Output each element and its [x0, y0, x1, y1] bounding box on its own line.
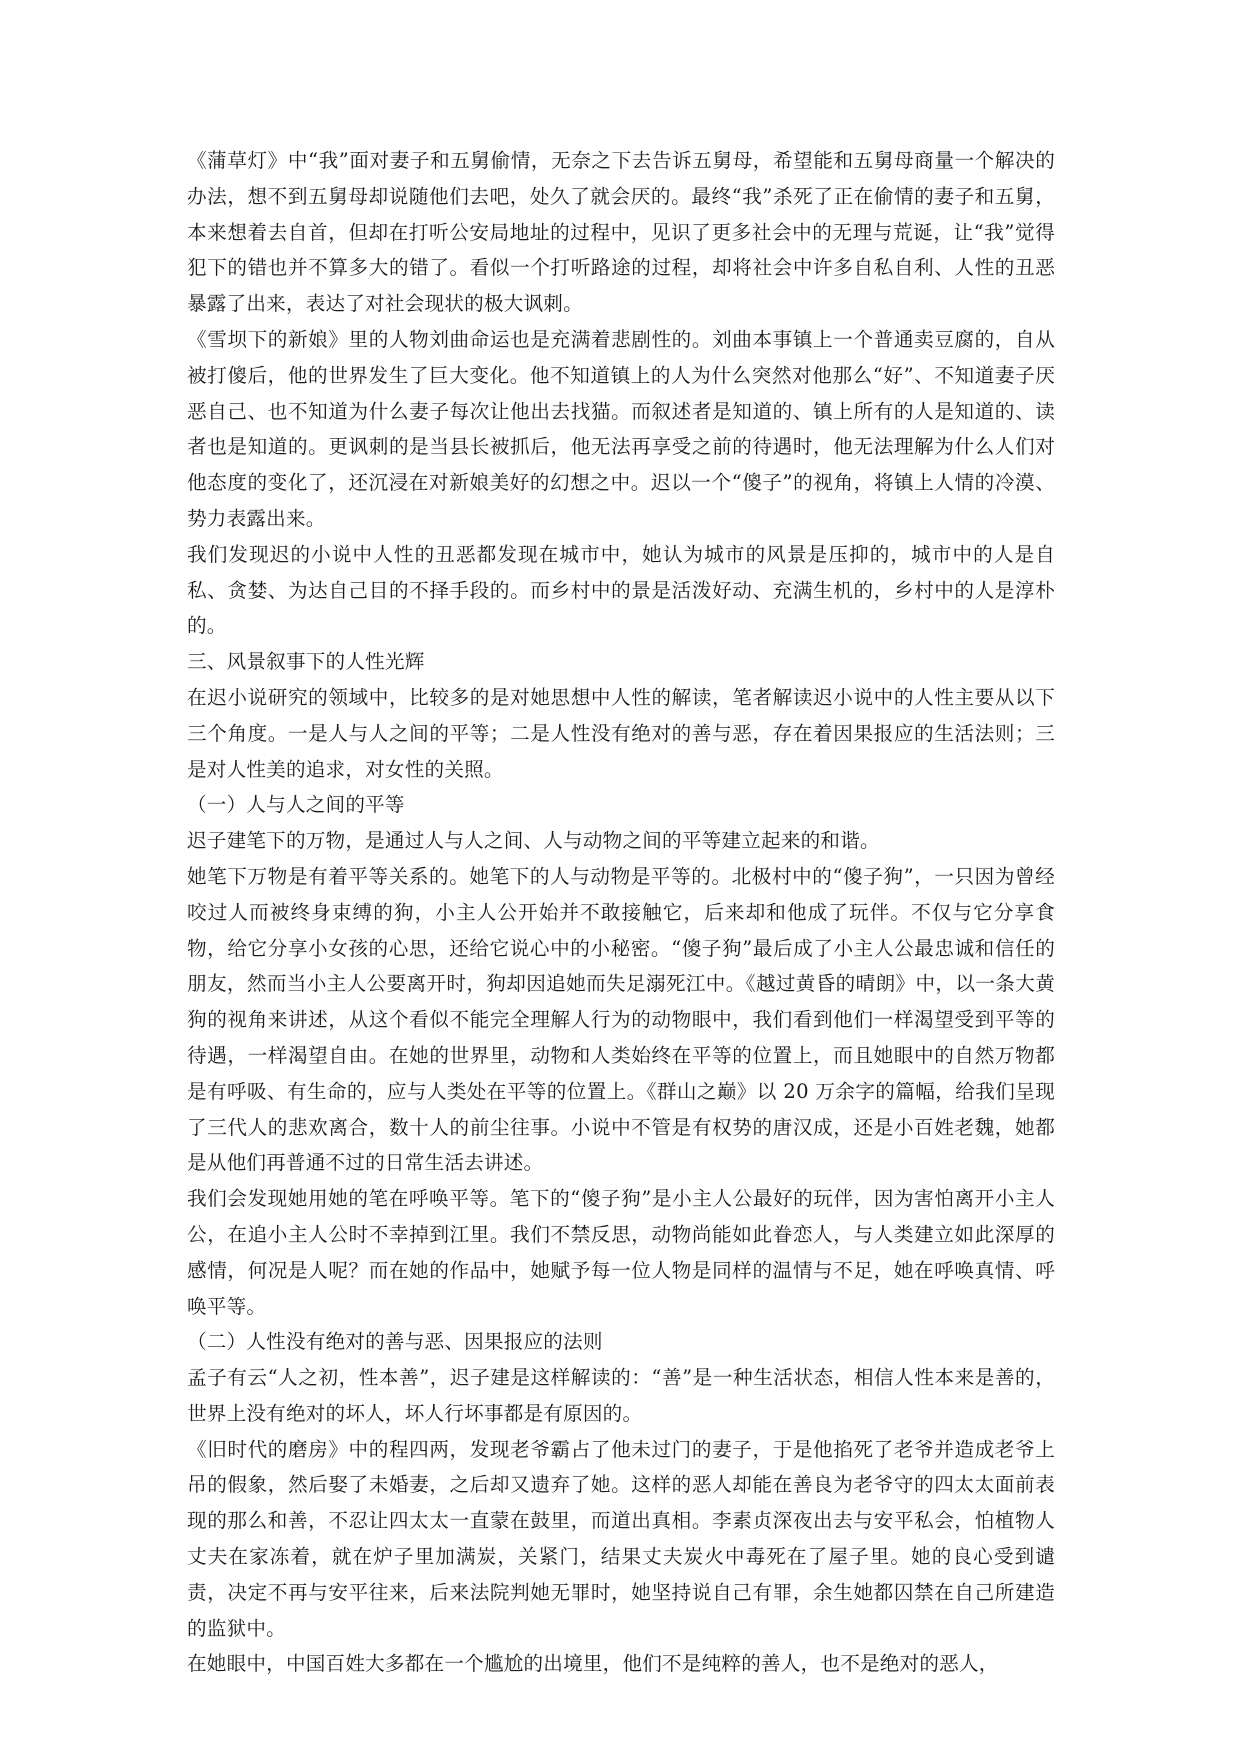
- paragraph-old-mill: 《旧时代的磨房》中的程四两，发现老爷霸占了他未过门的妻子，于是他掐死了老爷并造成老爷上吊的假象，然后娶了未婚妻，之后却又遗弃了她。这样的恶人却能在善良为老爷守的四太太面前表现的那么和善，不忍让四太太一直蒙在鼓里，而道出真相。李素贞深夜出去与安平私会，怕植物人丈夫在家冻着，就在炉子里加满炭，关紧门，结果丈夫炭火中毒死在了屋子里。她的良心受到谴责，决定不再与安平往来，后来法院判她无罪时，她坚持说自己有罪，余生她都囚禁在自己所建造的监狱中。: [187, 1437, 1055, 1640]
- paragraph-equality-animals: 她笔下万物是有着平等关系的。她笔下的人与动物是平等的。北极村中的“傻子狗”，一只因为曾经咬过人而被终身束缚的狗，小主人公开始并不敢接触它，后来却和他成了玩伴。不仅与它分享食物，给它分享小女孩的心思，还给它说心中的小秘密。“傻子狗”最后成了小主人公最忠诚和信任的朋友，然而当小主人公要离开时，狗却因追她而失足溺死江中。《越过黄昏的晴朗》中，以一条大黄狗的视角来讲述，从这个看似不能完全理解人行为的动物眼中，我们看到他们一样渴望受到平等的待遇，一样渴望自由。在她的世界里，动物和人类始终在平等的位置上，而且她眼中的自然万物都是有呼吸、有生命的，应与人类处在平等的位置上。《群山之巅》以 20 万余字的篇幅，给我们呈现了三代人的悲欢离合，数十人的前尘往事。小说中不管是有权势的唐汉成，还是小百姓老魏，她都是从他们再普通不过的日常生活去讲述。: [187, 864, 1055, 1175]
- paragraph-harmony: 迟子建笔下的万物，是通过人与人之间、人与动物之间的平等建立起来的和谐。: [187, 829, 880, 853]
- paragraph-pucaodeng: 《蒲草灯》中“我”面对妻子和五舅偷情，无奈之下去告诉五舅母，希望能和五舅母商量一个解决的办法，想不到五舅母却说随他们去吧，处久了就会厌的。最终“我”杀死了正在偷情的妻子和五舅，本来想着去自首，但却在打听公安局地址的过程中，见识了更多社会中的无理与荒诞，让“我”觉得犯下的错也并不算多大的错了。看似一个打听路途的过程，却将社会中许多自私自利、人性的丑恶暴露了出来，表达了对社会现状的极大讽刺。: [187, 149, 1055, 316]
- paragraph-common-people: 在她眼中，中国百姓大多都在一个尴尬的出境里，他们不是纯粹的善人，也不是绝对的恶人，: [187, 1652, 999, 1676]
- paragraph-xueba-xinniang: 《雪坝下的新娘》里的人物刘曲命运也是充满着悲剧性的。刘曲本事镇上一个普通卖豆腐的，自从被打傻后，他的世界发生了巨大变化。他不知道镇上的人为什么突然对他那么“好”、不知道妻子厌恶自己、也不知道为什么妻子每次让他出去找猫。而叙述者是知道的、镇上所有的人是知道的、读者也是知道的。更讽刺的是当县长被抓后，他无法再享受之前的待遇时，他无法理解为什么人们对他态度的变化了，还沉浸在对新娘美好的幻想之中。迟以一个“傻子”的视角，将镇上人情的冷漠、势力表露出来。: [187, 327, 1055, 530]
- subsection-heading-2: （二）人性没有绝对的善与恶、因果报应的法则: [187, 1330, 603, 1354]
- document-body: [187, 143, 1055, 1682]
- subsection-heading-1: （一）人与人之间的平等: [187, 793, 405, 817]
- paragraph-humanity-intro: 在迟小说研究的领域中，比较多的是对她思想中人性的解读，笔者解读迟小说中的人性主要从以下三个角度。一是人与人之间的平等；二是人性没有绝对的善与恶，存在着因果报应的生活法则；三是对人性美的追求，对女性的关照。: [187, 685, 1055, 781]
- paragraph-call-for-equality: 我们会发现她用她的笔在呼唤平等。笔下的“傻子狗”是小主人公最好的玩伴，因为害怕离开小主人公，在追小主人公时不幸掉到江里。我们不禁反思，动物尚能如此眷恋人，与人类建立如此深厚的感情，何况是人呢？而在她的作品中，她赋予每一位人物是同样的温情与不足，她在呼唤真情、呼唤平等。: [187, 1187, 1055, 1318]
- paragraph-city-vs-village: 我们发现迟的小说中人性的丑恶都发现在城市中，她认为城市的风景是压抑的，城市中的人是自私、贪婪、为达自己目的不择手段的。而乡村中的景是活泼好动、充满生机的，乡村中的人是淳朴的。: [187, 542, 1055, 638]
- paragraph-mencius: 孟子有云“人之初，性本善”，迟子建是这样解读的：“善”是一种生活状态，相信人性本来是善的，世界上没有绝对的坏人，坏人行坏事都是有原因的。: [187, 1366, 1055, 1425]
- section-heading-3: 三、风景叙事下的人性光辉: [187, 650, 425, 674]
